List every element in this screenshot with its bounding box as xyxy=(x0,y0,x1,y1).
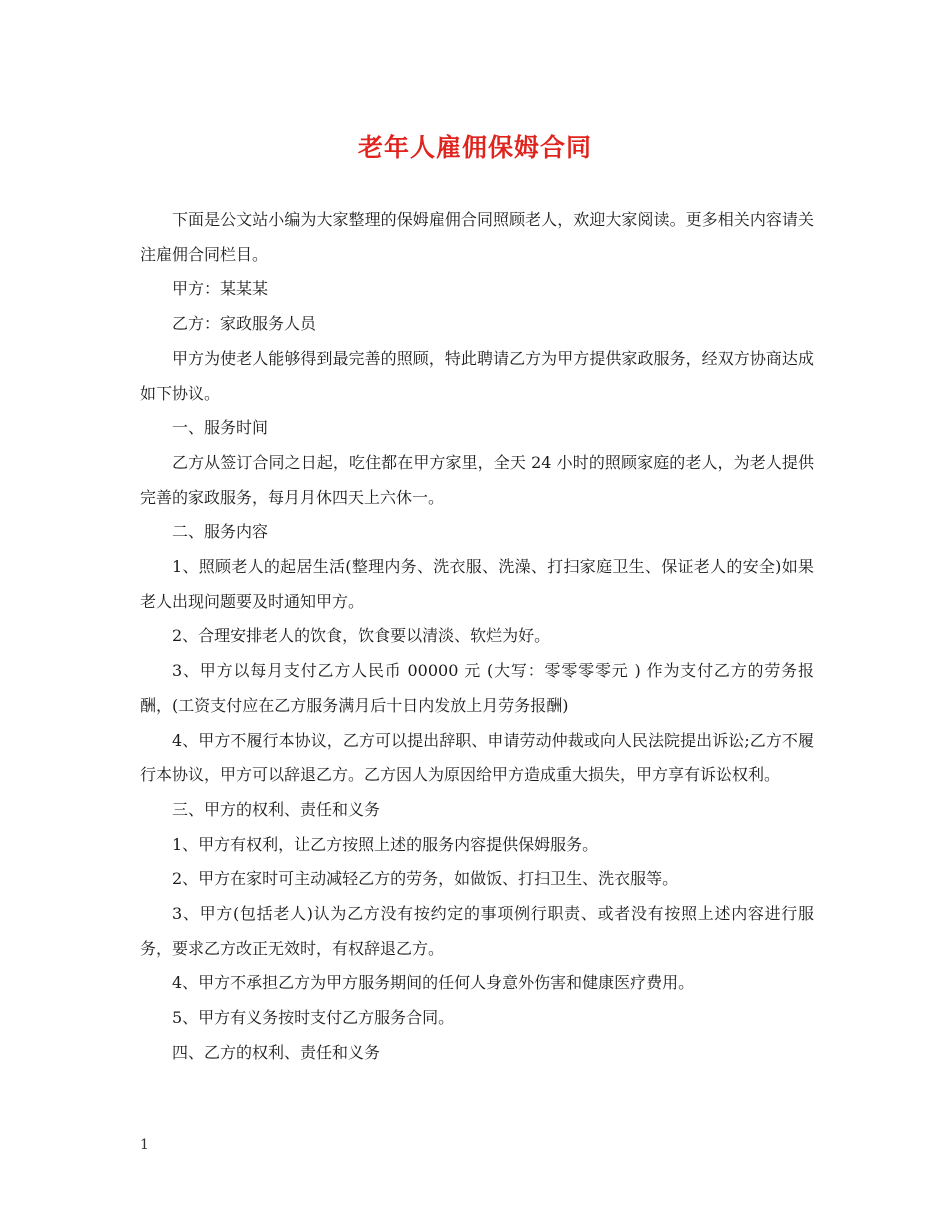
section-heading-1: 一、服务时间 xyxy=(172,418,269,438)
document-title: 老年人雇佣保姆合同 xyxy=(357,133,592,162)
paragraph-party-a-item-2: 2、甲方在家时可主动减轻乙方的劳务，如做饭、打扫卫生、洗衣服等。 xyxy=(172,869,679,889)
section-heading-4: 四、乙方的权利、责任和义务 xyxy=(172,1042,381,1062)
paragraph-service-item-1: 1、照顾老人的起居生活(整理内务、洗衣服、洗澡、打扫家庭卫生、保证老人的安全)如果老人出现问题要及时通知甲方。 xyxy=(140,557,814,611)
paragraph-party-a-item-3: 3、甲方(包括老人)认为乙方没有按约定的事项例行职责、或者没有按照上述内容进行服务，要求乙方改正无效时，有权辞退乙方。 xyxy=(140,904,814,958)
paragraph-purpose: 甲方为使老人能够得到最完善的照顾，特此聘请乙方为甲方提供家政服务，经双方协商达成如下协议。 xyxy=(140,348,814,403)
paragraph-party-a-item-4: 4、甲方不承担乙方为甲方服务期间的任何人身意外伤害和健康医疗费用。 xyxy=(172,973,695,993)
section-heading-2: 二、服务内容 xyxy=(172,522,269,542)
paragraph-party-a-item-5: 5、甲方有义务按时支付乙方服务合同。 xyxy=(172,1008,455,1028)
paragraph-party-a-item-1: 1、甲方有权利，让乙方按照上述的服务内容提供保姆服务。 xyxy=(172,834,599,854)
paragraph-service-item-2: 2、合理安排老人的饮食，饮食要以清淡、软烂为好。 xyxy=(172,626,551,646)
paragraph-intro: 下面是公文站小编为大家整理的保姆雇佣合同照顾老人，欢迎大家阅读。更多相关内容请关注雇佣合同栏目。 xyxy=(140,210,814,264)
paragraph-service-time: 乙方从签订合同之日起，吃住都在甲方家里，全天 24 小时的照顾家庭的老人，为老人提供完善的家政服务，每月月休四天上六休一。 xyxy=(140,452,814,507)
paragraph-service-item-4: 4、甲方不履行本协议，乙方可以提出辞职、申请劳动仲裁或向人民法院提出诉讼;乙方不履行本协议，甲方可以辞退乙方。乙方因人为原因给甲方造成重大损失，甲方享有诉讼权利。 xyxy=(140,730,814,785)
document-body xyxy=(140,203,814,1071)
paragraph-party-b: 乙方：家政服务人员 xyxy=(172,314,317,334)
paragraph-service-item-3: 3、甲方以每月支付乙方人民币 00000 元 (大写：零零零零元 ) 作为支付乙方的劳务报酬，(工资支付应在乙方服务满月后十日内发放上月劳务报酬) xyxy=(140,661,814,715)
page-number: 1 xyxy=(140,1137,149,1153)
paragraph-party-a: 甲方：某某某 xyxy=(172,279,269,299)
section-heading-3: 三、甲方的权利、责任和义务 xyxy=(172,799,381,819)
